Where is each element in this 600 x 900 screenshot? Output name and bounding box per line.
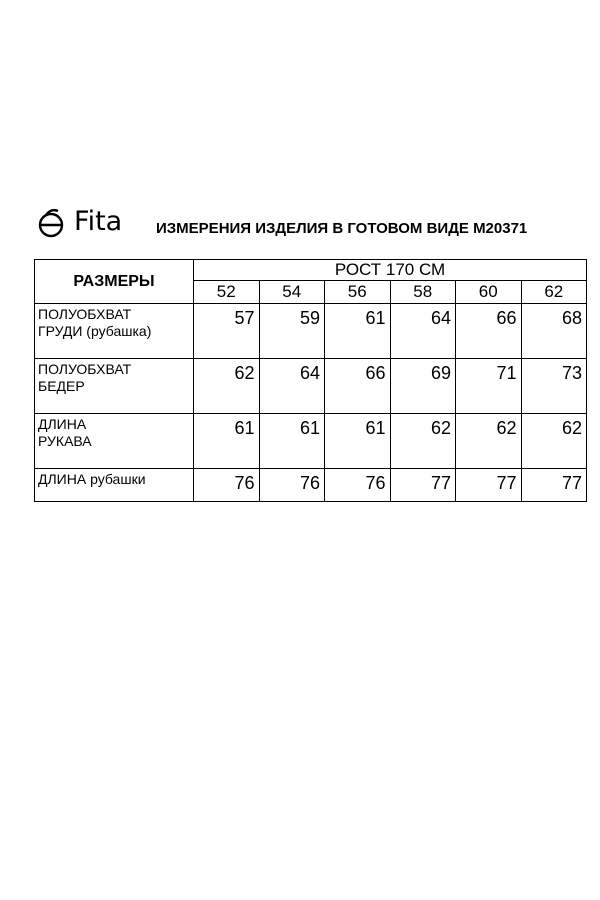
- size-number: 60: [456, 281, 522, 304]
- row-label-line: БЕДЕР: [38, 378, 85, 394]
- row-label-line: РУКАВА: [38, 433, 92, 449]
- table-cell: 76: [259, 469, 325, 502]
- size-table: [34, 259, 587, 502]
- row-label-line: ПОЛУОБХВАТ: [38, 361, 132, 377]
- table-cell: 68: [521, 304, 587, 359]
- brand-logo: [36, 206, 136, 238]
- size-number: 52: [194, 281, 260, 304]
- table-cell: 61: [259, 414, 325, 469]
- table-cell: 61: [325, 304, 391, 359]
- table-cell: 57: [194, 304, 260, 359]
- table-header-row: [35, 260, 587, 281]
- table-cell: 77: [456, 469, 522, 502]
- table-cell: 77: [521, 469, 587, 502]
- table-cell: 62: [456, 414, 522, 469]
- row-label: [35, 469, 194, 502]
- row-label: [35, 304, 194, 359]
- document-header: [0, 0, 600, 250]
- table-row: [35, 414, 587, 469]
- size-number: 62: [521, 281, 587, 304]
- fita-logo-icon: [36, 206, 70, 238]
- table-cell: 76: [325, 469, 391, 502]
- table-cell: 77: [390, 469, 456, 502]
- table-cell: 61: [325, 414, 391, 469]
- row-label-line: ГРУДИ (рубашка): [38, 323, 152, 339]
- table-row: [35, 359, 587, 414]
- table-cell: 64: [259, 359, 325, 414]
- table-cell: 59: [259, 304, 325, 359]
- height-header: РОСТ 170 СМ: [194, 260, 587, 281]
- table-cell: 73: [521, 359, 587, 414]
- table-cell: 61: [194, 414, 260, 469]
- document-title: ИЗМЕРЕНИЯ ИЗДЕЛИЯ В ГОТОВОМ ВИДЕ M20371: [156, 220, 528, 237]
- table-cell: 66: [456, 304, 522, 359]
- brand-name: Fita: [74, 206, 123, 237]
- size-number: 54: [259, 281, 325, 304]
- table-row: [35, 304, 587, 359]
- table-cell: 76: [194, 469, 260, 502]
- table-row: [35, 469, 587, 502]
- table-cell: 64: [390, 304, 456, 359]
- table-cell: 69: [390, 359, 456, 414]
- table-cell: 62: [390, 414, 456, 469]
- size-number: 58: [390, 281, 456, 304]
- size-number: 56: [325, 281, 391, 304]
- row-label: [35, 359, 194, 414]
- table-cell: 62: [194, 359, 260, 414]
- row-label: [35, 414, 194, 469]
- table-cell: 71: [456, 359, 522, 414]
- row-label-line: ДЛИНА рубашки: [38, 471, 146, 487]
- table-cell: 66: [325, 359, 391, 414]
- row-label-line: ДЛИНА: [38, 416, 87, 432]
- row-label-line: ПОЛУОБХВАТ: [38, 306, 132, 322]
- sizes-header: РАЗМЕРЫ: [35, 260, 194, 304]
- table-cell: 62: [521, 414, 587, 469]
